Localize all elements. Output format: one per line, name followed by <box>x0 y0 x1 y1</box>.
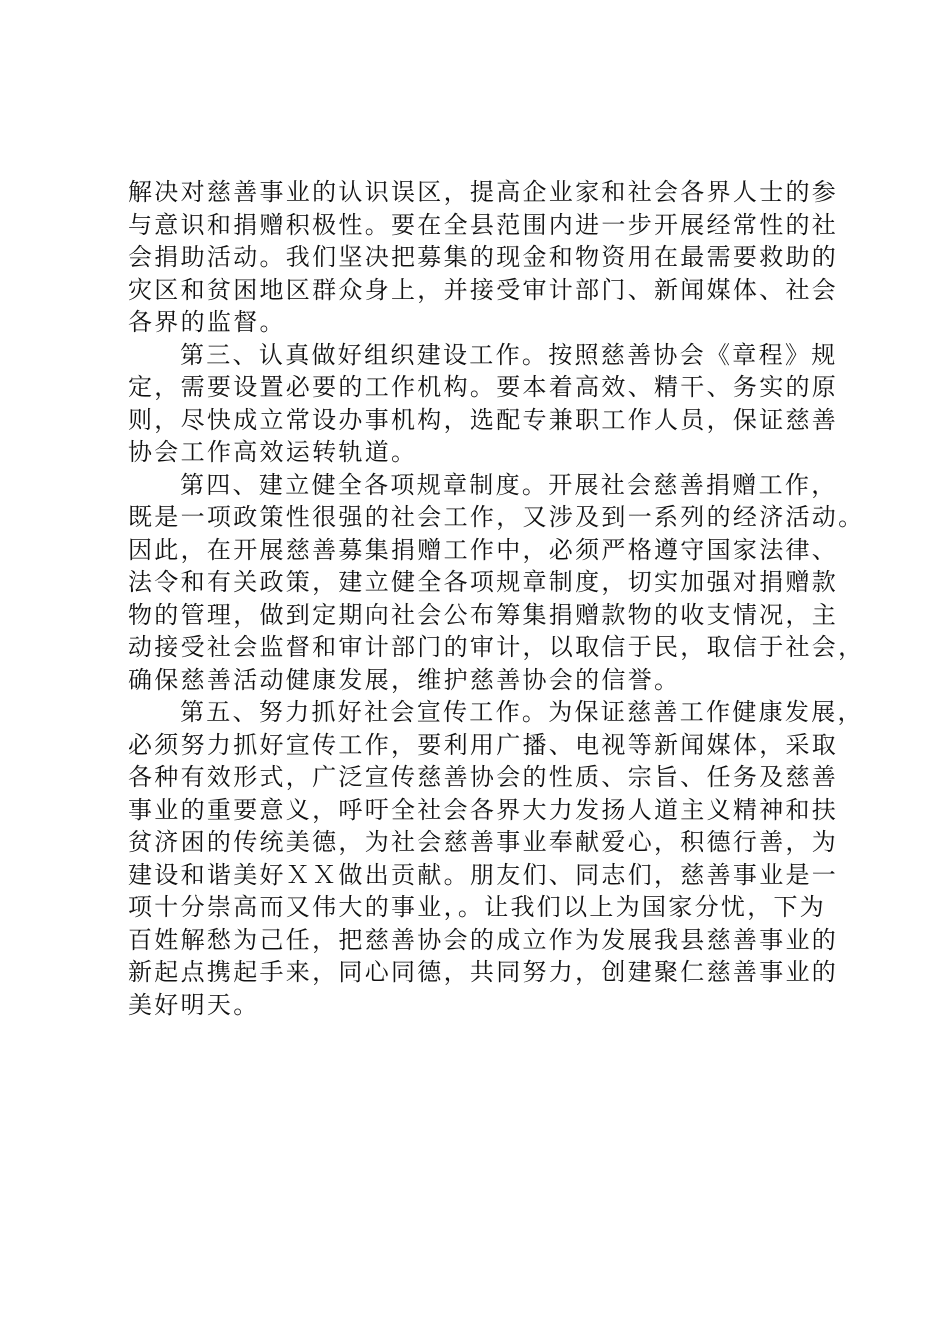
text-line: 会捐助活动。我们坚决把募集的现金和物资用在最需要救助的 <box>128 243 839 271</box>
paragraph-start-line: 第四、建立健全各项规章制度。开展社会慈善捐赠工作， <box>180 470 838 499</box>
text-line: 新起点携起手来，同心同德，共同努力，创建聚仁慈善事业的 <box>128 958 839 986</box>
text-line: 必须努力抓好宣传工作，要利用广播、电视等新闻媒体，采取 <box>128 730 839 759</box>
text-line: 确保慈善活动健康发展，维护慈善协会的信誉。 <box>128 665 681 694</box>
text-line: 项十分崇高而又伟大的事业，。让我们以上为国家分忧，下为 <box>128 893 827 921</box>
text-line: 既是一项政策性很强的社会工作，又涉及到一系列的经济活动。 <box>128 503 865 531</box>
text-line: 各界的监督。 <box>128 308 286 336</box>
text-line: 动接受社会监督和审计部门的审计，以取信于民，取信于社会， <box>128 633 865 661</box>
text-line: 则，尽快成立常设办事机构，选配专兼职工作人员，保证慈善 <box>128 405 839 434</box>
text-line: 事业的重要意义，呼吁全社会各界大力发扬人道主义精神和扶 <box>128 795 839 824</box>
text-line: 因此，在开展慈善募集捐赠工作中，必须严格遵守国家法律、 <box>128 535 839 564</box>
text-line: 定，需要设置必要的工作机构。要本着高效、精干、务实的原 <box>128 373 839 401</box>
text-line: 物的管理，做到定期向社会公布筹集捐赠款物的收支情况，主 <box>128 600 839 629</box>
text-line: 法令和有关政策，建立健全各项规章制度，切实加强对捐赠款 <box>128 568 839 596</box>
paragraph-start-line: 第五、努力抓好社会宣传工作。为保证慈善工作健康发展， <box>180 698 864 726</box>
text-line: 贫济困的传统美德，为社会慈善事业奉献爱心，积德行善，为 <box>128 828 839 856</box>
text-line: 灾区和贫困地区群众身上，并接受审计部门、新闻媒体、社会 <box>128 275 839 304</box>
text-line: 百姓解愁为己任，把慈善协会的成立作为发展我县慈善事业的 <box>128 925 839 954</box>
text-line: 建设和谐美好ＸＸ做出贡献。朋友们、同志们，慈善事业是一 <box>128 860 839 889</box>
text-line: 与意识和捐赠积极性。要在全县范围内进一步开展经常性的社 <box>128 210 839 239</box>
document-body <box>128 176 865 1021</box>
text-line: 解决对慈善事业的认识误区，提高企业家和社会各界人士的参 <box>128 178 839 206</box>
paragraph-start-line: 第三、认真做好组织建设工作。按照慈善协会《章程》规 <box>180 340 838 369</box>
text-line: 协会工作高效运转轨道。 <box>128 438 418 466</box>
text-line: 美好明天。 <box>128 990 260 1019</box>
text-line: 各种有效形式，广泛宣传慈善协会的性质、宗旨、任务及慈善 <box>128 763 839 791</box>
